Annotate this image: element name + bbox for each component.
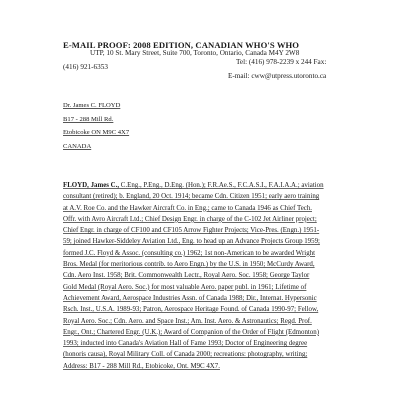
proof-title: E-MAIL PROOF: 2008 EDITION, CANADIAN WHO'S WHO	[63, 40, 300, 50]
entry-first-line-rest: C.Eng., P.Eng., D.Eng. (Hon.); F.R.Ae.S., F.C.A.S.I., F.A.I.A.A.; aviation	[119, 182, 324, 189]
entry-line: Offr. with Avro Aircraft Ltd.; Chief Design Engr. in charge of the C-102 Jet Airliner project;	[63, 215, 317, 223]
entry-line: Engr., Ont.; Chartered Engr. (U.K.); Award of Companion of the Order of Flight (Edmonton)	[63, 328, 319, 336]
entry-line: consultant (retired); b. England, 20 Oct. 1914; became Cdn. Citizen 1951; early aero training	[63, 193, 320, 201]
entry-line: Royal Aero. Soc.; Cdn. Aero. and Space Inst.; Am. Inst. Aero. & Astronautics; Regd. Prof.	[63, 317, 312, 325]
entry-line: Address: B17 - 288 Mill Rd., Etobicoke, Ont. M9C 4X7.	[63, 362, 220, 370]
recipient-city: Etobicoke ON M9C 4X7	[63, 129, 130, 137]
entry-line: at A.V. Roe Co. and the Hawker Aircraft Co. in Eng.; came to Canada 1946 as Chief Tech.	[63, 204, 312, 212]
biography-entry	[63, 180, 373, 372]
entry-line: Chief Engr. in charge of CF100 and CF105 Arrow Fighter Projects; Vice-Pres. (Engn.) 1951-	[63, 227, 320, 235]
entry-line: 59; joined Hawker-Siddeley Aviation Ltd., Eng. to head up an Advance Projects Group 1959;	[63, 238, 320, 246]
entry-line: (honoris causa), Royal Military Coll. of Canada 2000; recreations: photography, writing;	[63, 351, 308, 359]
recipient-name: Dr. James C. FLOYD	[63, 102, 121, 109]
email-line: E-mail: cww@utpress.utoronto.ca	[228, 72, 327, 80]
entry-line: formed J.C. Floyd & Assoc. (consulting co.) 1962; 1st non-American to be awarded Wright	[63, 249, 316, 257]
entry-line: 1993; inducted into Canada's Aviation Hall of Fame 1993; Doctor of Engineering degree	[63, 340, 308, 348]
entry-line: Achievement Award, Aerospace Industries Assn. of Canada 1988; Dir., Internat. Hypersonic	[63, 294, 317, 302]
entry-line-first	[63, 180, 373, 191]
recipient-address-block	[63, 99, 129, 153]
fax-number: (416) 921-6353	[63, 63, 108, 71]
telephone-line: Tel: (416) 978-2239 x 244 Fax:	[236, 58, 327, 66]
entry-line: Rsch. Inst., U.S.A. 1989-93; Patron, Aerospace Heritage Found. of Canada 1990-97; Fellow,	[63, 306, 319, 314]
entry-line: Cdn. Aero Inst. 1958; Brit. Commonwealth Lectr., Royal Aero. Soc. 1958; George Taylor	[63, 272, 310, 280]
publisher-address: UTP, 10 St. Mary Street, Suite 700, Toronto, Ontario, Canada M4Y 2W8	[90, 49, 300, 57]
entry-name: FLOYD, James C.,	[63, 182, 120, 189]
entry-line: Bros. Medal (for meritorious contrib. to Aero Engn.) by the U.S. in 1950; McCurdy Award,	[63, 261, 315, 269]
recipient-street: B17 - 288 Mill Rd.	[63, 115, 114, 123]
entry-line: Gold Medal (Royal Aero. Soc.) for most valuable Aero. paper publ. in 1961; Lifetime of	[63, 283, 307, 291]
recipient-country: CANADA	[63, 142, 92, 150]
